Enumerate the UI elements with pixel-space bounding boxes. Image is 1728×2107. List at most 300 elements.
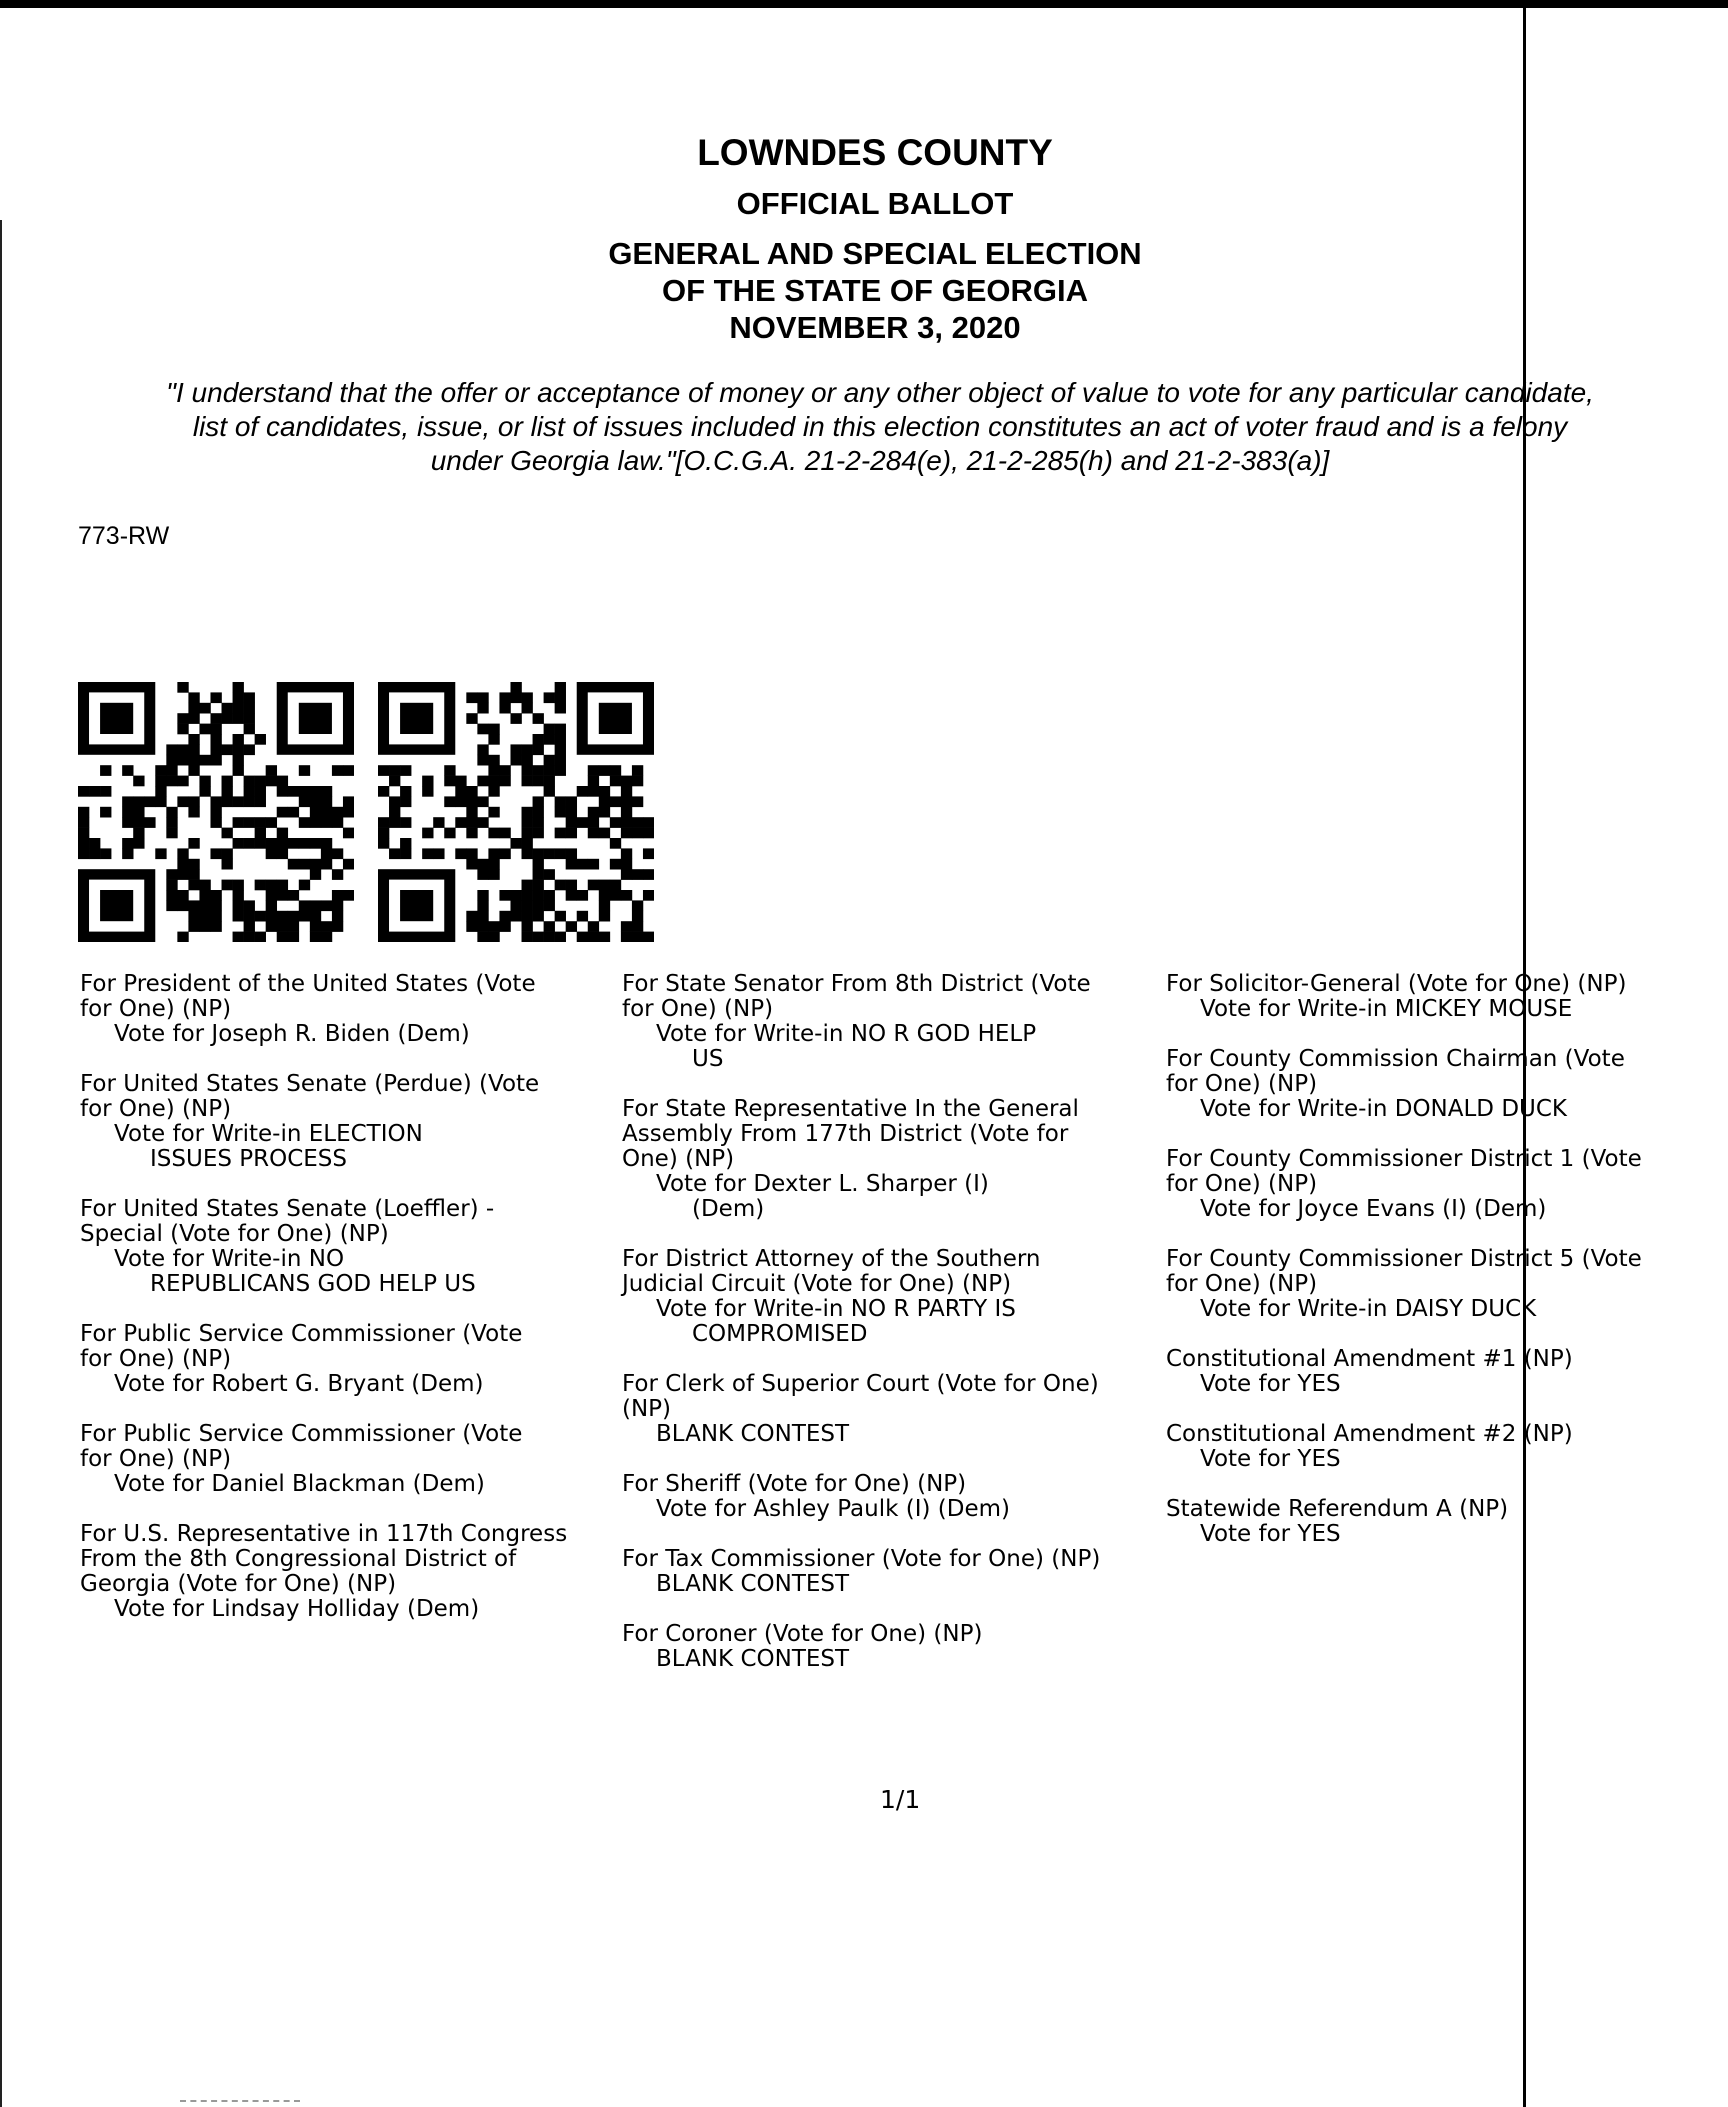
contest-selection	[80, 1122, 620, 1172]
contest-title-line: for One) (NP)	[80, 996, 232, 1022]
qr-module	[632, 776, 643, 787]
qr-module	[599, 796, 610, 807]
qr-module	[400, 786, 411, 797]
contest-selection	[1166, 1297, 1726, 1322]
qr-module	[310, 796, 321, 807]
qr-module	[321, 838, 332, 849]
selection-line: Vote for YES	[1200, 1446, 1341, 1472]
contest-title	[622, 972, 1162, 1022]
qr-module	[499, 765, 510, 776]
qr-module	[199, 724, 210, 735]
contest-title-line: for One) (NP)	[80, 1096, 232, 1122]
qr-module	[244, 921, 255, 932]
contest-selection	[80, 1472, 620, 1497]
qr-module	[499, 828, 510, 839]
scan-edge-left	[0, 220, 2, 2107]
qr-module	[621, 776, 632, 787]
qr-module	[177, 744, 188, 755]
selection-line: Vote for Write-in MICKEY MOUSE	[1200, 996, 1573, 1022]
qr-module	[244, 932, 255, 942]
qr-module	[177, 890, 188, 901]
qr-module	[510, 838, 521, 849]
qr-module	[488, 765, 499, 776]
contest-selection	[80, 1597, 620, 1622]
selection-line: Vote for Dexter L. Sharper (I)	[656, 1171, 989, 1197]
qr-module	[277, 890, 288, 901]
qr-module	[577, 859, 588, 870]
qr-module	[522, 900, 533, 911]
qr-module	[566, 848, 577, 859]
qr-module	[299, 900, 310, 911]
contest-title-line: From the 8th Congressional District of	[80, 1546, 517, 1572]
qr-module	[643, 932, 654, 942]
qr-module	[288, 911, 299, 922]
qr-module	[610, 817, 621, 828]
qr-module	[210, 796, 221, 807]
qr-module	[255, 828, 266, 839]
qr-module	[266, 838, 277, 849]
qr-module	[100, 765, 111, 776]
qr-module	[78, 838, 89, 849]
qr-module	[133, 828, 144, 839]
qr-module	[255, 734, 266, 745]
selection-line: Vote for Daniel Blackman (Dem)	[114, 1471, 485, 1497]
qr-module	[522, 807, 533, 818]
qr-module	[188, 692, 199, 703]
qr-module	[321, 807, 332, 818]
qr-module	[477, 817, 488, 828]
qr-module	[643, 869, 654, 880]
qr-module	[310, 817, 321, 828]
qr-module	[522, 848, 533, 859]
qr-module	[522, 692, 533, 703]
qr-module	[389, 817, 400, 828]
qr-module	[522, 744, 533, 755]
selection-line: Vote for Write-in DONALD DUCK	[1200, 1096, 1568, 1122]
qr-module	[488, 869, 499, 880]
contest-selection	[622, 1022, 1162, 1072]
qr-module	[621, 828, 632, 839]
contest	[1166, 972, 1726, 1022]
qr-module	[544, 848, 555, 859]
qr-module	[166, 817, 177, 828]
qr-module	[555, 807, 566, 818]
qr-module	[343, 765, 354, 776]
qr-module	[222, 744, 233, 755]
qr-module	[477, 724, 488, 735]
qr-module	[78, 817, 89, 828]
contest-column-1	[80, 972, 620, 1647]
qr-module	[533, 890, 544, 901]
qr-module	[588, 932, 599, 942]
contest	[622, 1097, 1162, 1222]
qr-module	[499, 703, 510, 714]
qr-module	[555, 744, 566, 755]
selection-line: COMPROMISED	[692, 1321, 868, 1347]
qr-module	[343, 859, 354, 870]
qr-module	[89, 838, 100, 849]
qr-module	[533, 776, 544, 787]
qr-module	[510, 744, 521, 755]
qr-module	[188, 744, 199, 755]
qr-module	[544, 765, 555, 776]
qr-code-1	[78, 682, 354, 942]
qr-module	[266, 900, 277, 911]
election-line-2: OF THE STATE OF GEORGIA	[662, 273, 1088, 308]
contest	[622, 1372, 1162, 1447]
qr-module	[488, 807, 499, 818]
qr-module	[177, 724, 188, 735]
qr-module	[555, 724, 566, 735]
qr-module	[555, 692, 566, 703]
qr-module	[566, 817, 577, 828]
qr-module	[244, 713, 255, 724]
qr-module	[544, 932, 555, 942]
contest-title-line: for One) (NP)	[80, 1446, 232, 1472]
qr-module	[378, 838, 389, 849]
qr-module	[455, 817, 466, 828]
qr-module	[522, 880, 533, 891]
contest-title-line: For Sheriff (Vote for One) (NP)	[622, 1471, 967, 1497]
qr-module	[210, 755, 221, 766]
qr-module	[510, 692, 521, 703]
qr-module	[177, 932, 188, 942]
contest-title-line: For County Commissioner District 1 (Vote	[1166, 1146, 1642, 1172]
qr-module	[188, 911, 199, 922]
qr-module	[122, 796, 133, 807]
qr-module	[577, 890, 588, 901]
qr-module	[477, 703, 488, 714]
qr-module	[621, 859, 632, 870]
qr-module	[566, 796, 577, 807]
contest-title	[1166, 1247, 1726, 1297]
qr-module	[433, 817, 444, 828]
qr-module	[122, 817, 133, 828]
qr-module	[477, 911, 488, 922]
qr-module	[277, 880, 288, 891]
qr-module	[166, 807, 177, 818]
qr-module	[188, 765, 199, 776]
qr-module	[255, 817, 266, 828]
qr-module	[566, 890, 577, 901]
qr-module	[499, 911, 510, 922]
qr-module	[544, 724, 555, 735]
qr-module	[510, 911, 521, 922]
qr-module	[177, 755, 188, 766]
qr-module	[133, 817, 144, 828]
qr-module	[133, 776, 144, 787]
qr-module	[133, 796, 144, 807]
selection-line: Vote for Lindsay Holliday (Dem)	[114, 1596, 480, 1622]
scan-artifact-dash	[180, 2100, 300, 2102]
qr-module	[299, 838, 310, 849]
qr-module	[599, 765, 610, 776]
qr-module	[210, 692, 221, 703]
qr-module	[533, 932, 544, 942]
qr-module	[299, 911, 310, 922]
contest-selection	[622, 1172, 1162, 1222]
selection-line: REPUBLICANS GOD HELP US	[150, 1271, 476, 1297]
qr-module	[266, 911, 277, 922]
qr-module	[100, 807, 111, 818]
qr-module	[400, 765, 411, 776]
contest	[1166, 1147, 1726, 1222]
qr-module	[522, 921, 533, 932]
contest	[1166, 1247, 1726, 1322]
qr-module	[188, 900, 199, 911]
qr-module	[566, 807, 577, 818]
qr-module	[233, 911, 244, 922]
qr-module	[621, 786, 632, 797]
contest-title-line: For State Senator From 8th District (Vote	[622, 971, 1091, 997]
qr-module	[199, 880, 210, 891]
qr-module	[577, 817, 588, 828]
qr-module	[488, 724, 499, 735]
qr-module	[477, 932, 488, 942]
qr-module	[233, 890, 244, 901]
qr-module	[233, 703, 244, 714]
qr-module	[233, 744, 244, 755]
qr-module	[310, 838, 321, 849]
contest-title	[80, 1522, 620, 1597]
qr-module	[177, 859, 188, 870]
qr-module	[533, 734, 544, 745]
qr-module	[533, 744, 544, 755]
qr-module	[266, 765, 277, 776]
qr-module	[389, 848, 400, 859]
qr-module	[599, 807, 610, 818]
election-date: NOVEMBER 3, 2020	[729, 310, 1021, 345]
qr-module	[477, 890, 488, 901]
qr-finder-pattern	[100, 890, 133, 921]
qr-module	[255, 880, 266, 891]
qr-module	[332, 765, 343, 776]
qr-module	[577, 911, 588, 922]
qr-module	[244, 776, 255, 787]
qr-module	[466, 786, 477, 797]
qr-module	[522, 890, 533, 901]
qr-module	[266, 890, 277, 901]
contest-title-line: For Tax Commissioner (Vote for One) (NP)	[622, 1546, 1101, 1572]
qr-module	[510, 890, 521, 901]
qr-module	[599, 786, 610, 797]
qr-module	[343, 807, 354, 818]
qr-module	[244, 911, 255, 922]
qr-module	[155, 776, 166, 787]
qr-module	[477, 744, 488, 755]
qr-module	[566, 880, 577, 891]
qr-module	[266, 848, 277, 859]
contest-selection	[1166, 1372, 1726, 1397]
qr-module	[632, 765, 643, 776]
qr-module	[466, 796, 477, 807]
contest-title	[80, 1197, 620, 1247]
qr-module	[310, 900, 321, 911]
qr-module	[632, 900, 643, 911]
qr-module	[310, 786, 321, 797]
qr-module	[533, 848, 544, 859]
qr-module	[266, 776, 277, 787]
qr-module	[488, 932, 499, 942]
qr-module	[422, 828, 433, 839]
qr-module	[244, 692, 255, 703]
qr-module	[210, 911, 221, 922]
qr-module	[266, 880, 277, 891]
qr-module	[288, 838, 299, 849]
qr-module	[555, 880, 566, 891]
qr-module	[166, 765, 177, 776]
qr-module	[233, 692, 244, 703]
qr-module	[455, 796, 466, 807]
qr-module	[378, 786, 389, 797]
qr-module	[599, 828, 610, 839]
qr-module	[244, 724, 255, 735]
qr-module	[343, 796, 354, 807]
election-line-1: GENERAL AND SPECIAL ELECTION	[608, 236, 1142, 271]
qr-module	[177, 776, 188, 787]
qr-module	[188, 859, 199, 870]
qr-module	[510, 682, 521, 693]
qr-module	[499, 848, 510, 859]
contest-title	[622, 1097, 1162, 1172]
qr-module	[544, 776, 555, 787]
qr-module	[244, 817, 255, 828]
qr-module	[332, 890, 343, 901]
qr-module	[299, 765, 310, 776]
contest	[622, 972, 1162, 1072]
qr-module	[455, 786, 466, 797]
qr-module	[122, 807, 133, 818]
qr-module	[222, 786, 233, 797]
qr-module	[389, 796, 400, 807]
qr-module	[188, 734, 199, 745]
qr-module	[210, 744, 221, 755]
qr-module	[277, 776, 288, 787]
qr-module	[222, 796, 233, 807]
qr-module	[255, 776, 266, 787]
qr-module	[522, 703, 533, 714]
qr-module	[266, 921, 277, 932]
qr-module	[222, 828, 233, 839]
contest-column-2	[622, 972, 1162, 1697]
qr-module	[332, 900, 343, 911]
qr-module	[166, 869, 177, 880]
qr-module	[277, 828, 288, 839]
contest-title-line: Georgia (Vote for One) (NP)	[80, 1571, 397, 1597]
qr-module	[210, 900, 221, 911]
qr-module	[466, 921, 477, 932]
contest	[80, 1197, 620, 1297]
contest-selection	[1166, 997, 1726, 1022]
qr-module	[610, 765, 621, 776]
qr-module	[255, 911, 266, 922]
qr-module	[588, 786, 599, 797]
qr-module	[233, 900, 244, 911]
contest	[1166, 1347, 1726, 1397]
qr-module	[233, 880, 244, 891]
qr-module	[533, 900, 544, 911]
qr-module	[555, 682, 566, 693]
contest-title-line: For United States Senate (Loeffler) -	[80, 1196, 495, 1222]
qr-module	[89, 786, 100, 797]
qr-module	[544, 786, 555, 797]
qr-module	[332, 848, 343, 859]
qr-module	[233, 755, 244, 766]
qr-module	[244, 796, 255, 807]
qr-module	[477, 869, 488, 880]
qr-module	[144, 817, 155, 828]
qr-module	[588, 776, 599, 787]
qr-module	[188, 796, 199, 807]
qr-module	[210, 921, 221, 932]
contest	[80, 1422, 620, 1497]
qr-module	[588, 859, 599, 870]
qr-module	[466, 828, 477, 839]
qr-module	[544, 755, 555, 766]
contest-selection	[622, 1572, 1162, 1597]
qr-module	[610, 890, 621, 901]
qr-module	[299, 880, 310, 891]
qr-module	[389, 776, 400, 787]
oath-line-3: under Georgia law."[O.C.G.A. 21-2-284(e), 21-2-285(h) and 21-2-383(a)]	[430, 445, 1330, 476]
qr-module	[632, 911, 643, 922]
qr-finder-pattern	[599, 703, 632, 734]
qr-module	[544, 869, 555, 880]
qr-module	[499, 692, 510, 703]
qr-module	[522, 932, 533, 942]
qr-module	[544, 734, 555, 745]
qr-module	[277, 807, 288, 818]
contest-title	[622, 1622, 1162, 1647]
contest	[1166, 1047, 1726, 1122]
qr-module	[233, 796, 244, 807]
qr-module	[378, 817, 389, 828]
contest-selection	[622, 1297, 1162, 1347]
qr-module	[599, 900, 610, 911]
qr-module	[321, 796, 332, 807]
qr-module	[332, 869, 343, 880]
qr-module	[488, 755, 499, 766]
qr-module	[378, 828, 389, 839]
qr-module	[244, 744, 255, 755]
contest-title-line: For County Commission Chairman (Vote	[1166, 1046, 1625, 1072]
qr-module	[621, 848, 632, 859]
qr-module	[400, 796, 411, 807]
qr-module	[255, 932, 266, 942]
qr-module	[444, 828, 455, 839]
contest-title-line: For Public Service Commissioner (Vote	[80, 1421, 523, 1447]
qr-module	[522, 817, 533, 828]
qr-module	[277, 911, 288, 922]
contest-title-line: (NP)	[622, 1396, 672, 1422]
qr-module	[78, 848, 89, 859]
qr-module	[632, 796, 643, 807]
qr-module	[444, 776, 455, 787]
county-title: LOWNDES COUNTY	[697, 132, 1053, 173]
qr-module	[321, 859, 332, 870]
qr-module	[588, 880, 599, 891]
qr-module	[378, 765, 389, 776]
qr-module	[222, 859, 233, 870]
qr-module	[244, 703, 255, 714]
selection-line: Vote for Joseph R. Biden (Dem)	[114, 1021, 470, 1047]
qr-module	[533, 911, 544, 922]
qr-module	[499, 890, 510, 901]
qr-module	[488, 848, 499, 859]
qr-module	[288, 807, 299, 818]
qr-module	[177, 900, 188, 911]
qr-module	[321, 921, 332, 932]
